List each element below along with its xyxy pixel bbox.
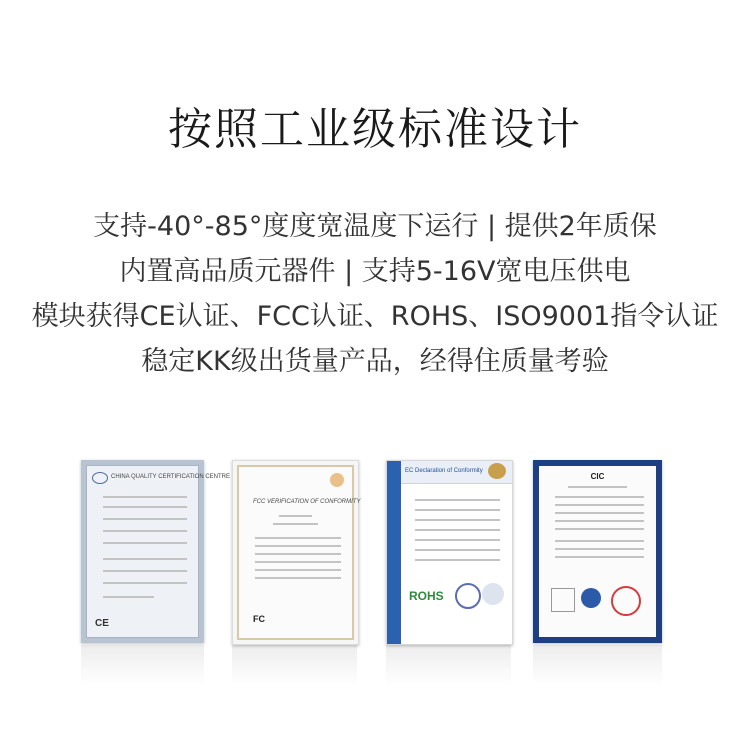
- certificate-ec-header: EC Declaration of Conformity: [405, 468, 483, 474]
- certificate-cic-header: CIC: [590, 472, 605, 481]
- feature-line-quality: 稳定KK级出货量产品，经得住质量考验: [141, 346, 609, 377]
- stamp-icon: [455, 583, 481, 609]
- certificate-cic-image: [533, 460, 662, 643]
- page-title: 按照工业级标准设计: [168, 104, 582, 155]
- feature-line-certifications: 模块获得CE认证、FCC认证、ROHS、ISO9001指令认证: [31, 301, 719, 332]
- certificate-ec-badge: ROHS: [409, 589, 444, 603]
- logo-icon: [488, 463, 506, 479]
- feature-list: [0, 204, 750, 384]
- logo-icon: [581, 588, 601, 608]
- certificate-cqc-image: [81, 460, 231, 643]
- red-seal-icon: [611, 586, 641, 616]
- feature-line-voltage: 内置高品质元器件 | 支持5-16V宽电压供电: [119, 256, 631, 287]
- qr-code-icon: [551, 588, 575, 612]
- certificate-fcc-badge: FC: [253, 614, 265, 624]
- certificate-cqc-badge: CE: [95, 618, 109, 629]
- certificate-cqc-header: CHINA QUALITY CERTIFICATION CENTRE: [111, 474, 231, 480]
- seal-icon: [330, 473, 344, 487]
- certificate-ec-image: [386, 460, 513, 645]
- certificate-fcc-image: [232, 460, 359, 645]
- certificate-fcc-header: FCC VERIFICATION OF CONFORMITY: [253, 499, 361, 505]
- feature-line-temperature: 支持-40°-85°度度宽温度下运行 | 提供2年质保: [93, 211, 657, 242]
- seal-icon: [482, 583, 504, 605]
- cqc-logo-icon: [92, 472, 108, 484]
